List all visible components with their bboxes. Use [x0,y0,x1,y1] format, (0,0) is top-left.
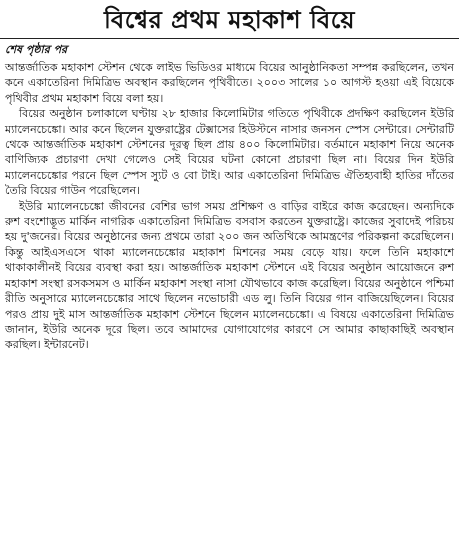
headline-divider [0,38,459,39]
paragraph-3: ইউরি ম্যালেনচেঙ্কো জীবনের বেশির ভাগ সময় প্রশিক্ষণ ও বাড়ির বাইরে কাজ করেছেন। অন্যদিকে রুশ বংশোদ্ভূত মার্কিন নাগরিক একাতেরিনা দিমিত্রিভ বসবাস করতেন যুক্তরাষ্ট্রে। কাজের সুবাদেই পরিচয় হয় দু'জনের। বিয়ের অনুষ্ঠানের জন্য প্রথমে তারা ২০০ জন অতিথিকে আমন্ত্রণের পরিকল্পনা করেছিলেন। কিন্তু আইএসএসে থাকা ম্যালেনচেঙ্কোর মহাকাশ মিশনের সময় বেড়ে যায়। ফলে তিনি মহাকাশে থাকাকালীনই বিয়ের ব্যবস্থা করা হয়। আন্তর্জাতিক মহাকাশ স্টেশনে এই বিয়ের অনুষ্ঠান আয়োজনে রুশ মহাকাশ সংস্থা রসকসমস ও মার্কিন মহাকাশ সংস্থা নাসা যৌথভাবে কাজ করেছিল। বিয়ের অনুষ্ঠানে পশ্চিমা রীতি অনুসারে ম্যালেনচেঙ্কোর সাথে ছিলেন নভোচারী এড লু। তিনি বিয়ের গান বাজিয়েছিলেন। বিয়ের পরও প্রায় দুই মাস আন্তর্জাতিক মহাকাশ স্টেশনে ছিলেন ম্যালেনচেঙ্কো। এ বিষয়ে একাতেরিনা দিমিত্রিভ জানান, ইউরি অনেক দূরে ছিল। তবে আমাদের যোগাযোগের কারণে সে আমার কাছাকাছিই অবস্থান করছিল। ইন্টারনেট। [5,199,454,352]
paragraph-1: আন্তর্জাতিক মহাকাশ স্টেশন থেকে লাইভ ভিডিওর মাধ্যমে বিয়ের আনুষ্ঠানিকতা সম্পন্ন করছিলেন, তখন কনে একাতেরিনা দিমিত্রিভ অবস্থান করছিলেন পৃথিবীতে। ২০০৩ সালের ১০ আগস্ট হওয়া এই বিয়েকে পৃথিবীর প্রথম মহাকাশ বিয়ে বলা হয়। [5,61,454,105]
headline: বিশ্বের প্রথম মহাকাশ বিয়ে [104,6,355,34]
paragraph-2: বিয়ের অনুষ্ঠান চলাকালে ঘণ্টায় ২৮ হাজার কিলোমিটার গতিতে পৃথিবীকে প্রদক্ষিণ করছিলেন ইউরি ম্যালেনচেঙ্কো। আর কনে ছিলেন যুক্তরাষ্ট্রের টেক্সাসের হিউস্টনে নাসার জনসন স্পেস সেন্টারে। সেন্টারটি থেকে আন্তর্জাতিক মহাকাশ স্টেশনের দূরত্ব ছিল প্রায় ৪০০ কিলোমিটার। বর্তমানে মহাকাশ নিয়ে অনেক বাণিজ্যিক প্রচারণা দেখা গেলেও সেই বিয়ের ঘটনা কোনো প্রচারণা ছিল না। বিয়ের দিন ইউরি ম্যালেনচেঙ্কোর পরনে ছিল স্পেস স্যুট ও বো টাই। আর একাতেরিনা দিমিত্রিভ ঐতিহ্যবাহী হাতির দাঁতের তৈরি বিয়ের গাউন পরেছিলেন। [5,107,454,198]
continuation-label: শেষ পৃষ্ঠার পর [5,43,68,56]
article-body [5,60,454,353]
